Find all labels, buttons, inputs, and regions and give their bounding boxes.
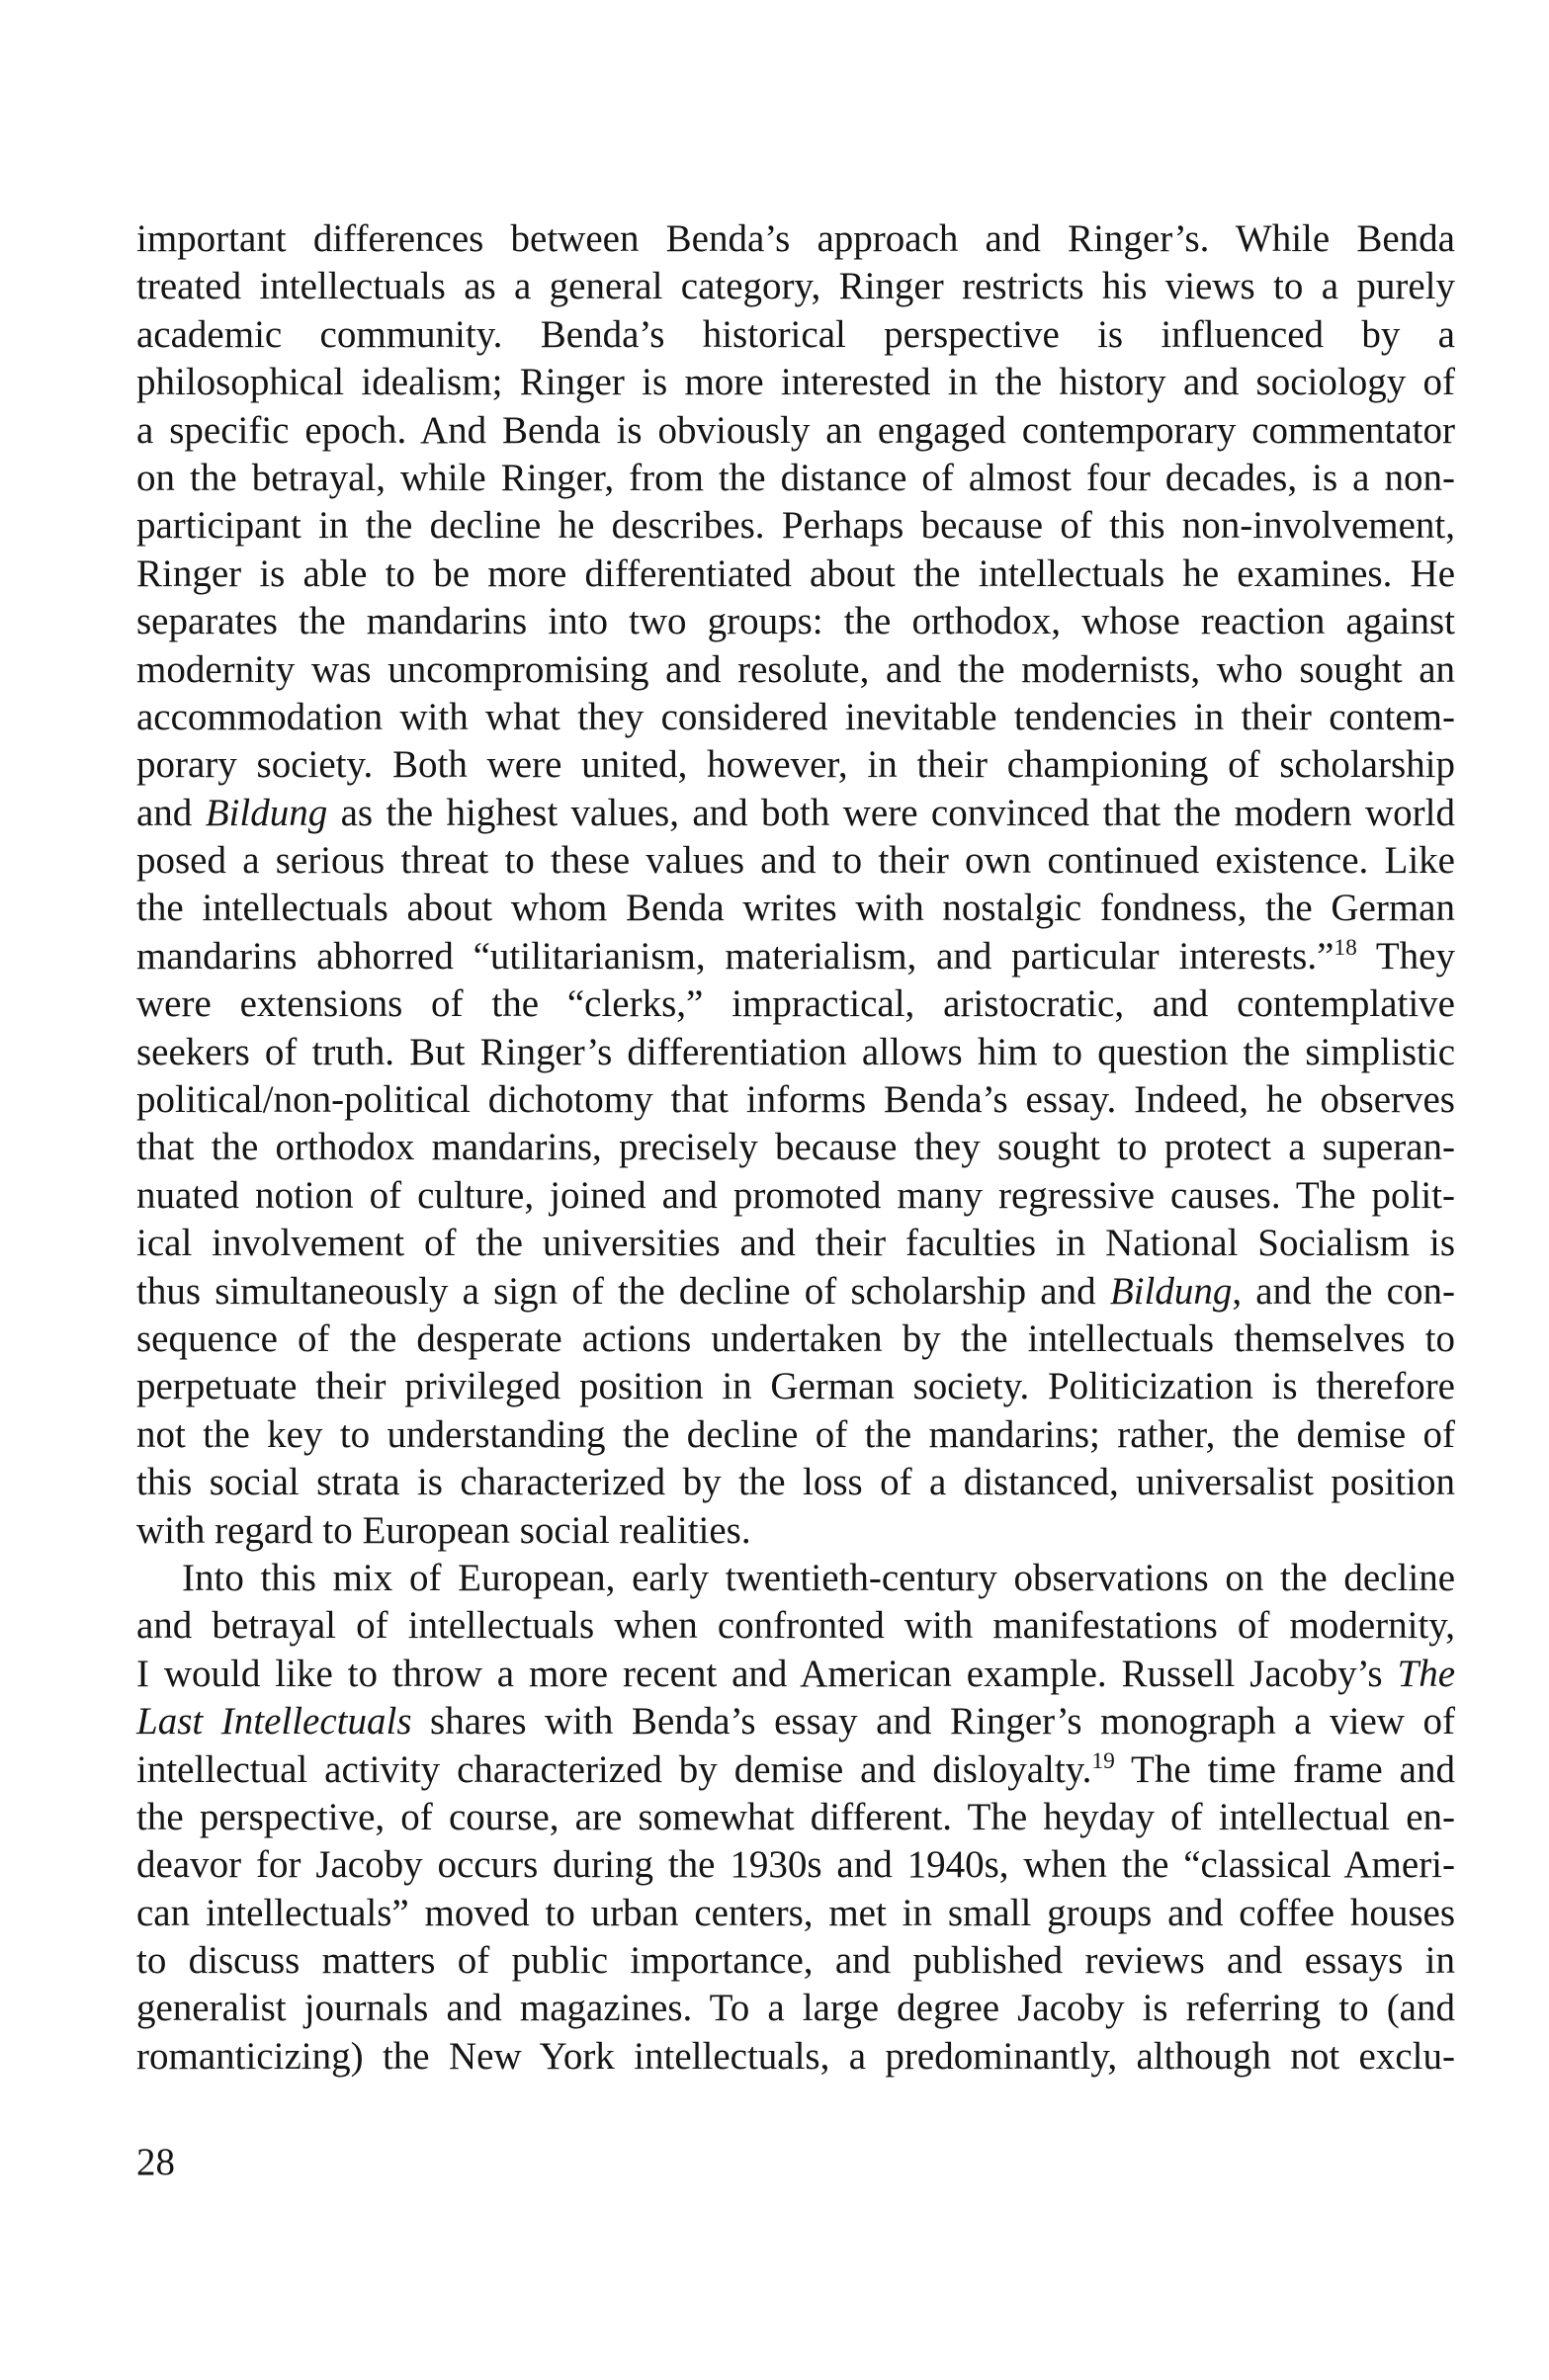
text-line: can intellectuals” moved to urban centers, met in small groups and coffee houses: [136, 1891, 1455, 1934]
text-line: separates the mandarins into two groups: the orthodox, whose reaction against: [136, 600, 1455, 643]
text-segment: mandarins abhorred “utilitarianism, materialism, and particular interests.”: [136, 934, 1334, 978]
text-line: [136, 1268, 1455, 1316]
text-line: [136, 1746, 1455, 1794]
text-line: this social strata is characterized by the loss of a distanced, universalist position: [136, 1461, 1455, 1504]
text-line: generalist journals and magazines. To a large degree Jacoby is referring to (and: [136, 1987, 1455, 2030]
text-segment: as the highest values, and both were convinced that the modern world: [327, 791, 1455, 834]
text-line: treated intellectuals as a general category, Ringer restricts his views to a purely: [136, 265, 1455, 308]
text-line: posed a serious threat to these values and to their own continued existence. Like: [136, 839, 1455, 883]
text-line: sequence of the desperate actions undertaken by the intellectuals themselves to: [136, 1317, 1455, 1360]
text-segment: thus simultaneously a sign of the decline of scholarship and: [136, 1269, 1110, 1313]
text-segment: They: [1356, 934, 1455, 978]
text-segment: , and the con-: [1232, 1269, 1455, 1313]
text-line: were extensions of the “clerks,” impractical, aristocratic, and contemplative: [136, 982, 1455, 1026]
text-segment: The time frame and: [1114, 1747, 1455, 1791]
text-line: participant in the decline he describes. Perhaps because of this non-involvement,: [136, 504, 1455, 548]
paragraph: [136, 1555, 1455, 2081]
footnote-ref: 18: [1334, 934, 1357, 961]
text-line: that the orthodox mandarins, precisely because they sought to protect a superan-: [136, 1126, 1455, 1169]
text-segment: and: [136, 791, 206, 834]
text-segment: shares with Benda’s essay and Ringer’s monograph a view of: [411, 1700, 1455, 1743]
text-line: accommodation with what they considered inevitable tendencies in their contem-: [136, 695, 1455, 738]
text-line: with regard to European social realities.: [136, 1508, 751, 1552]
paragraph: [136, 215, 1455, 1555]
text-line: romanticizing) the New York intellectuals, a predominantly, although not exclu-: [136, 2034, 1455, 2078]
italic-text: Bildung: [205, 791, 328, 834]
text-line: to discuss matters of public importance, and published reviews and essays in: [136, 1939, 1455, 1983]
text-line: nuated notion of culture, joined and promoted many regressive causes. The polit-: [136, 1173, 1455, 1217]
italic-text: Bildung: [1109, 1269, 1233, 1313]
italic-text: The: [1397, 1652, 1455, 1695]
body-text: [136, 215, 1455, 2081]
text-line: the intellectuals about whom Benda writes with nostalgic fondness, the German: [136, 887, 1455, 930]
text-line: ical involvement of the universities and their faculties in National Socialism is: [136, 1222, 1455, 1265]
page-number: 28: [136, 2141, 175, 2183]
text-line: [136, 933, 1455, 980]
text-line: political/non-political dichotomy that informs Benda’s essay. Indeed, he observes: [136, 1078, 1455, 1122]
text-line: philosophical idealism; Ringer is more interested in the history and sociology of: [136, 361, 1455, 404]
text-line: Ringer is able to be more differentiated about the intellectuals he examines. He: [136, 552, 1455, 595]
text-line: [136, 1698, 1455, 1745]
footnote-ref: 19: [1091, 1747, 1115, 1774]
text-line: the perspective, of course, are somewhat different. The heyday of intellectual en-: [136, 1795, 1455, 1838]
text-line: and betrayal of intellectuals when confronted with manifestations of modernity,: [136, 1604, 1455, 1648]
text-line: seekers of truth. But Ringer’s differentiation allows him to question the simplistic: [136, 1030, 1455, 1073]
text-line: porary society. Both were united, however, in their championing of scholarship: [136, 743, 1455, 787]
text-line: deavor for Jacoby occurs during the 1930s and 1940s, when the “classical Ameri-: [136, 1843, 1455, 1887]
text-line: perpetuate their privileged position in German society. Politicization is therefore: [136, 1365, 1455, 1408]
text-line: a specific epoch. And Benda is obviously an engaged contemporary commentator: [136, 408, 1455, 452]
text-line: not the key to understanding the decline of the mandarins; rather, the demise of: [136, 1412, 1455, 1456]
text-line: modernity was uncompromising and resolute, and the modernists, who sought an: [136, 647, 1455, 691]
text-line: on the betrayal, while Ringer, from the distance of almost four decades, is a non-: [136, 456, 1455, 499]
text-segment: intellectual activity characterized by demise and disloyalty.: [136, 1747, 1092, 1791]
text-line: [136, 790, 1455, 837]
italic-text: Last Intellectuals: [136, 1700, 412, 1743]
text-line: important differences between Benda’s approach and Ringer’s. While Benda: [136, 217, 1455, 260]
text-line: [136, 1651, 1455, 1698]
text-line: Into this mix of European, early twentieth-century observations on the decline: [182, 1556, 1455, 1599]
text-line: academic community. Benda’s historical perspective is influenced by a: [136, 312, 1455, 356]
text-segment: I would like to throw a more recent and American example. Russell Jacoby’s: [136, 1652, 1398, 1695]
